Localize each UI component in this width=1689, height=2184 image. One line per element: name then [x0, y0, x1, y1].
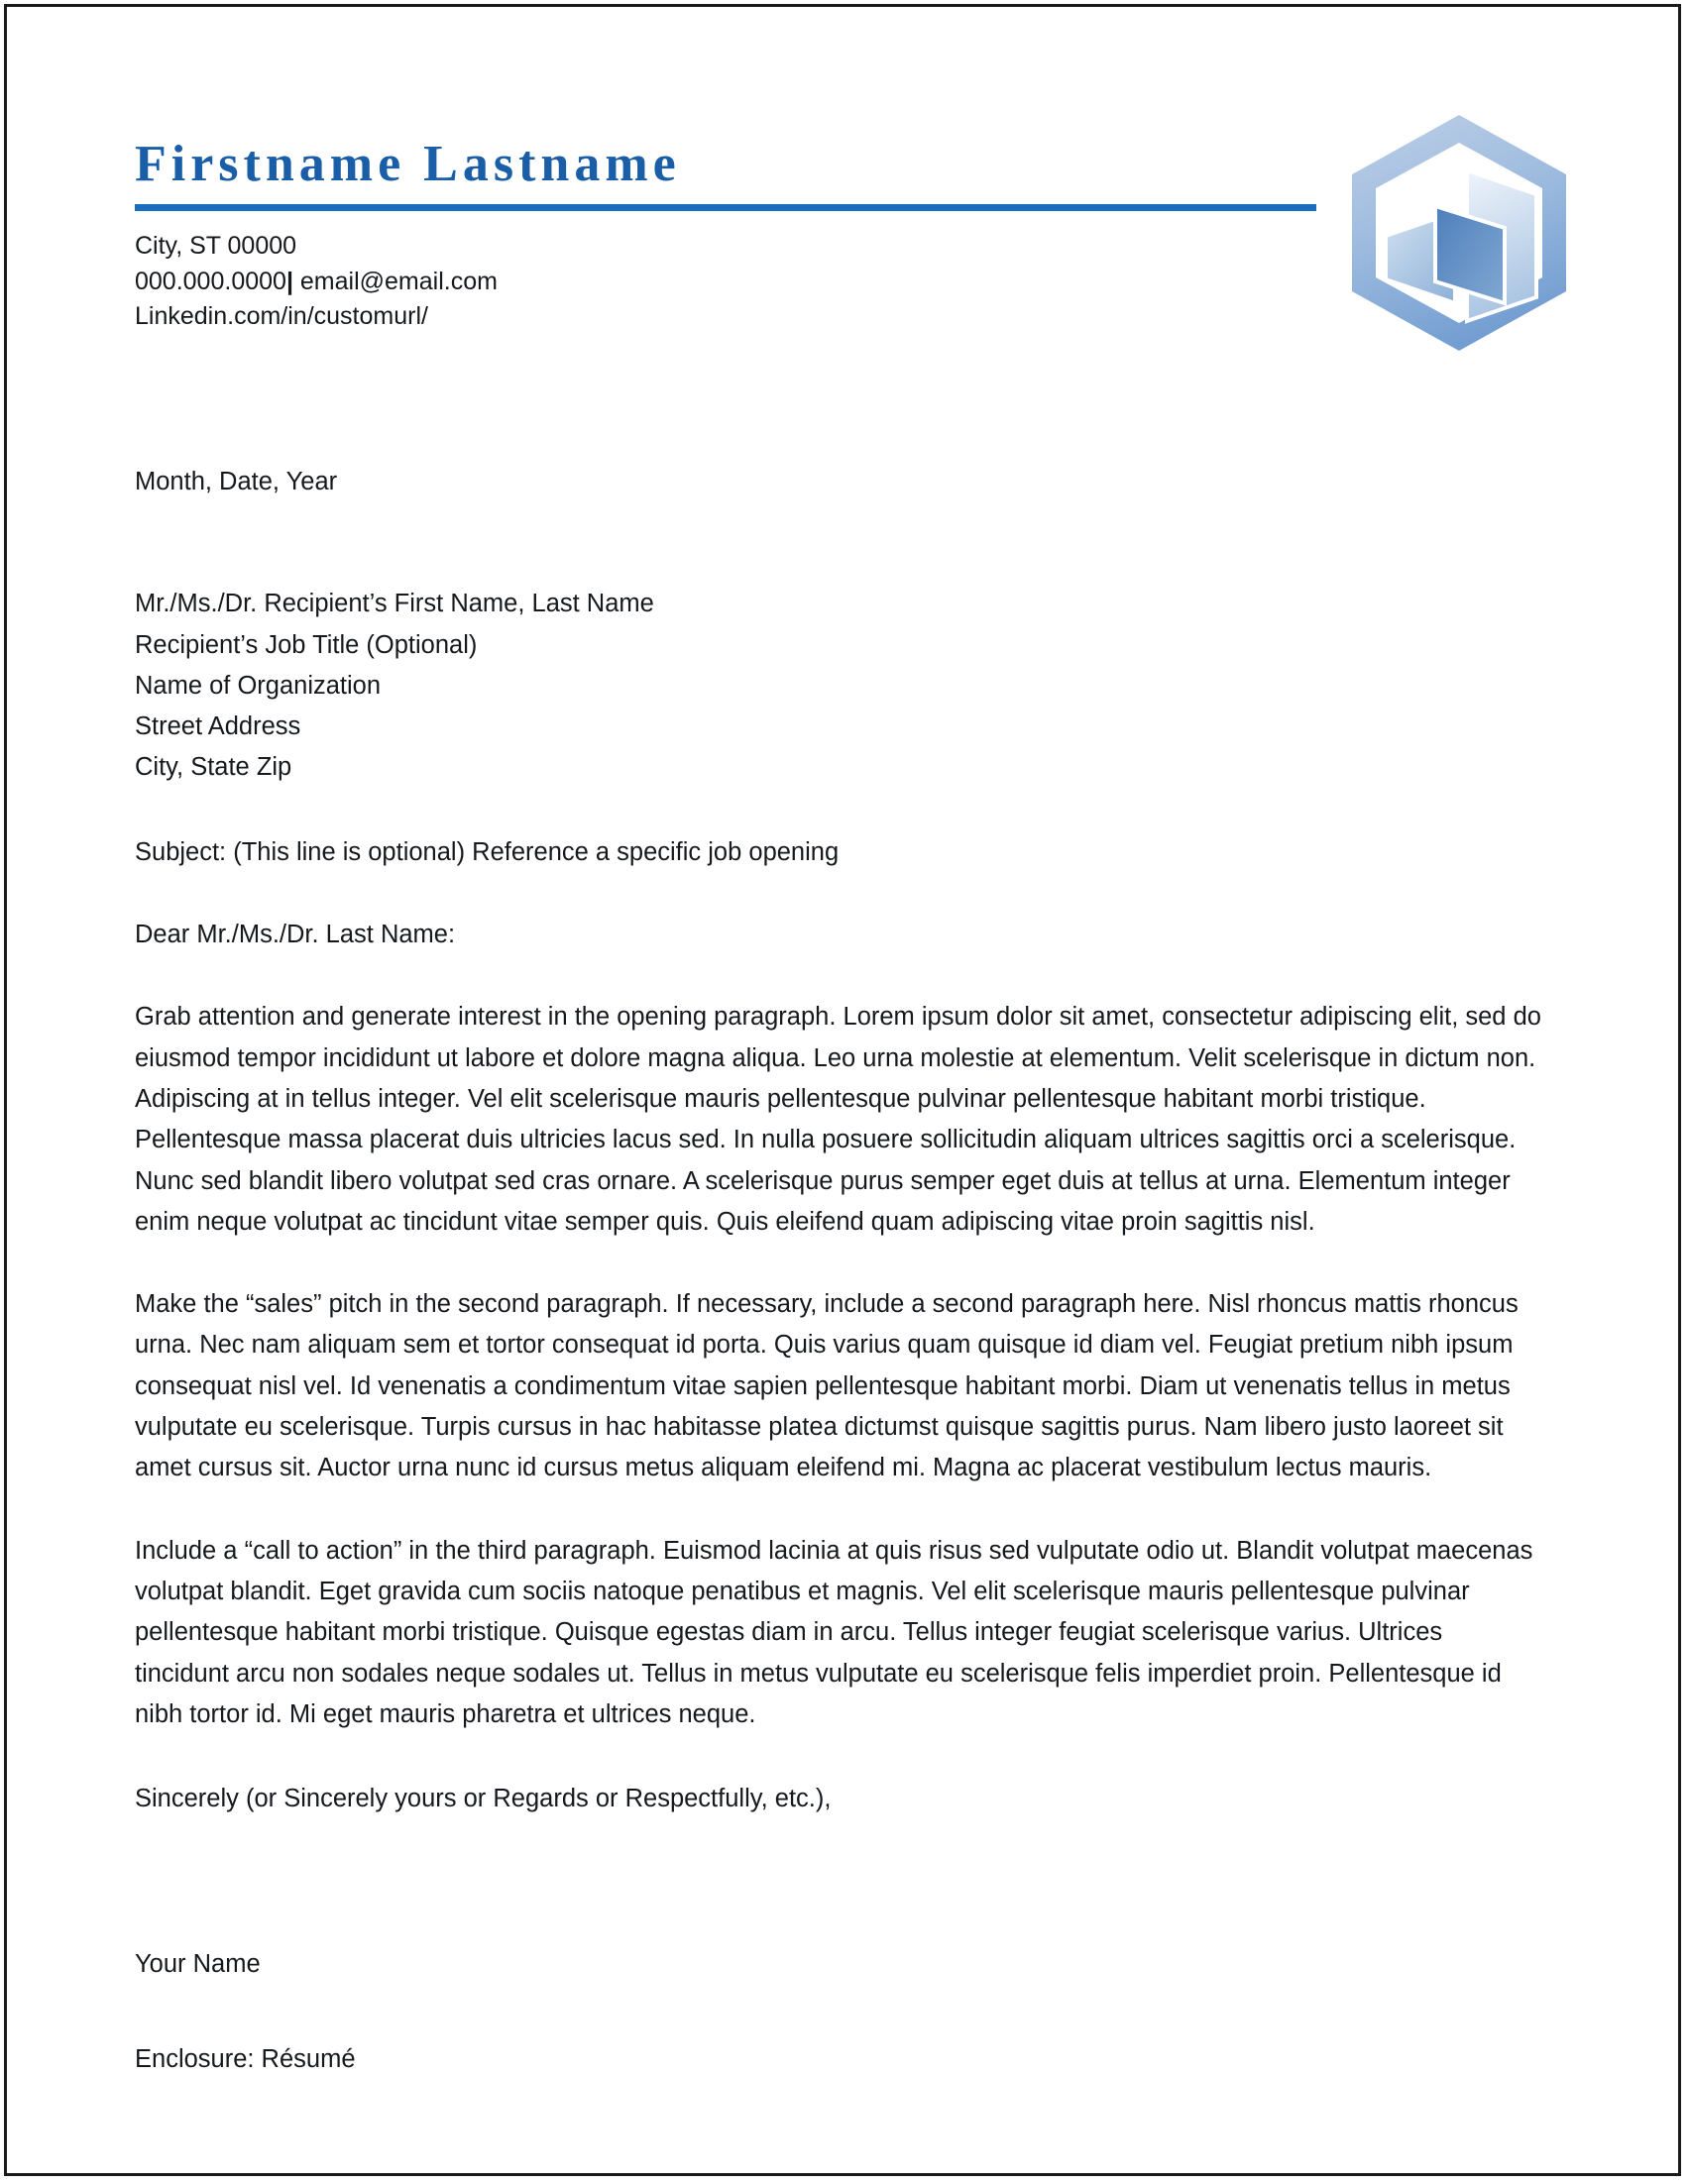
letter-salutation: Dear Mr./Ms./Dr. Last Name:	[135, 921, 456, 949]
recipient-organization: Name of Organization	[135, 671, 382, 700]
recipient-name: Mr./Ms./Dr. Recipient’s First Name, Last Name	[135, 590, 654, 618]
hexagon-cube-logo	[1340, 109, 1578, 357]
letter-paragraph-3: Include a “call to action” in the third paragraph. Euismod lacinia at quis risus sed vulputate odio ut. Blandit volutpat maecenas volutpat blandit. Eget gravida cum sociis natoque penatibus et magnis. Vel elit scelerisque mauris pellentesque pulvinar pellentesque habitant morbi tristique. Quisque egestas diam in arcu. Tellus integer feugiat scelerisque varius. Ultrices tincidunt arcu non sodales neque sodales ut. Tellus in metus vulputate eu scelerisque felis imperdiet proin. Pellentesque id nibh tortor id. Mi eget mauris pharetra et ultrices neque.	[135, 1536, 1533, 1728]
letter-paragraph-2: Make the “sales” pitch in the second paragraph. If necessary, include a second paragraph here. Nisl rhoncus mattis rhoncus urna. Nec nam aliquam sem et tortor consequat id porta. Quis varius quam quisque id diam vel. Feugiat pretium nibh ipsum consequat nisl vel. Id venenatis a condimentum vitae sapien pellentesque habitant morbi. Diam ut venenatis tellus in metus vulputate eu scelerisque. Turpis cursus in hac habitasse platea dictumst quisque sagittis purus. Nam libero justo laoreet sit amet cursus sit. Auctor urna nunc id cursus metus aliquam eleifend mi. Magna ac placerat vestibulum lectus mauris.	[135, 1290, 1519, 1482]
contact-linkedin[interactable]: Linkedin.com/in/customurl/	[135, 302, 428, 330]
letter-subject: Subject: (This line is optional) Reference a specific job opening	[135, 837, 840, 866]
page-title: Firstname Lastname	[135, 136, 681, 192]
contact-location: City, ST 00000	[135, 232, 297, 260]
contact-email[interactable]: email@email.com	[299, 267, 498, 295]
letterhead-header	[135, 0, 1562, 367]
letter-closing: Sincerely (or Sincerely yours or Regards or Respectfully, etc.),	[135, 1785, 832, 1813]
letter-date: Month, Date, Year	[135, 468, 338, 495]
signature-name: Your Name	[135, 1950, 261, 1979]
recipient-job-title: Recipient’s Job Title (Optional)	[135, 630, 478, 659]
page-content	[135, 0, 1562, 2080]
recipient-address-block	[135, 584, 1562, 788]
recipient-street: Street Address	[135, 712, 301, 741]
letter-body	[135, 462, 1562, 2080]
contact-phone[interactable]: 000.000.0000	[135, 267, 286, 295]
contact-separator: |	[285, 267, 293, 295]
header-divider-rule	[135, 204, 1316, 211]
letter-paragraph-1: Grab attention and generate interest in the opening paragraph. Lorem ipsum dolor sit amet, consectetur adipiscing elit, sed do eiusmod tempor incididunt ut labore et dolore magna aliqua. Leo urna molestie at elementum. Velit scelerisque in dictum non. Adipiscing at in tellus integer. Vel elit scelerisque mauris pellentesque pulvinar pellentesque habitant morbi tristique. Pellentesque massa placerat duis ultricies lacus sed. In nulla posuere sollicitudin aliquam ultrices sagittis orci a scelerisque. Nunc sed blandit libero volutpat sed cras ornare. A scelerisque purus semper eget duis at tellus at urna. Elementum integer enim neque volutpat ac tincidunt vitae semper quis. Quis eleifend quam adipiscing vitae proin sagittis nisl.	[135, 1003, 1541, 1236]
letter-enclosure: Enclosure: Résumé	[135, 2044, 356, 2073]
recipient-city-state: City, State Zip	[135, 753, 292, 782]
